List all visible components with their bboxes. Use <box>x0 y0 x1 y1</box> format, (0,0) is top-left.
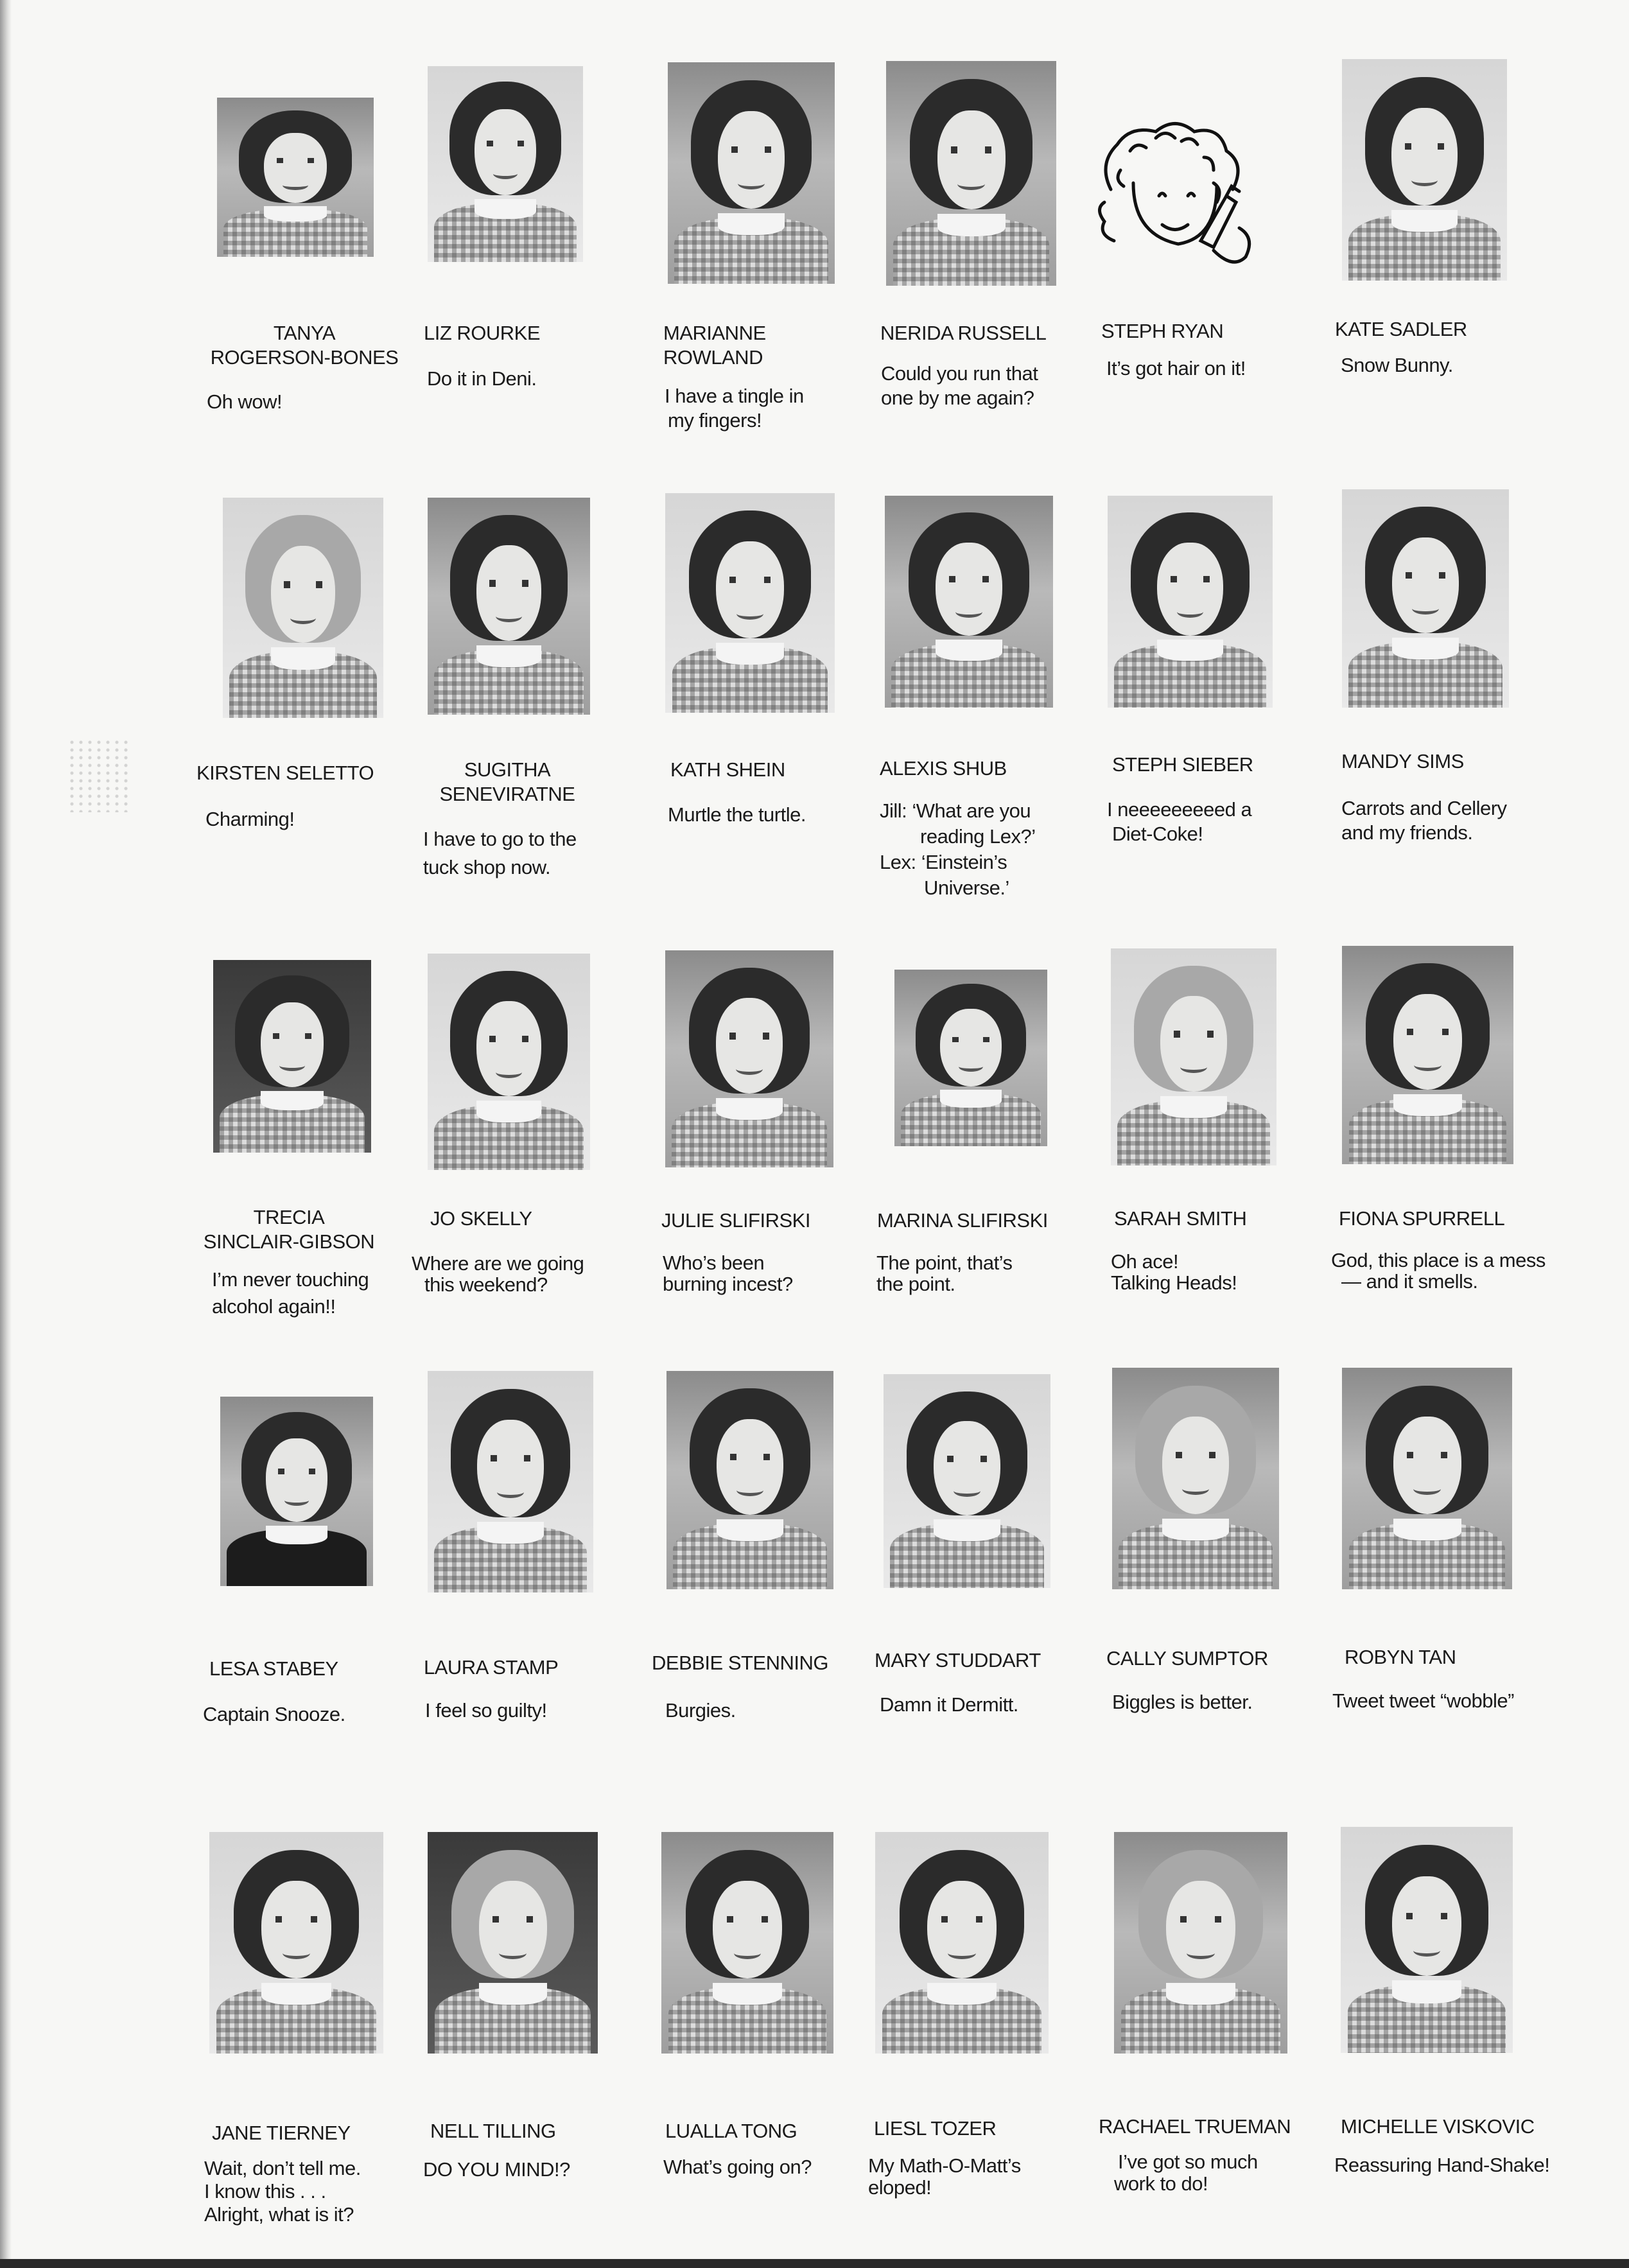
student-name: LIESL TOZER <box>874 2117 997 2140</box>
student-quote: It’s got hair on it! <box>1106 357 1246 379</box>
student-name: NERIDA RUSSELL <box>880 322 1047 344</box>
student-photo <box>894 970 1047 1146</box>
student-quote: Jill: ‘What are you reading Lex?’ Lex: ‘Einstein’s Universe.’ <box>880 799 1036 899</box>
student-name: LIZ ROURKE <box>424 322 541 344</box>
student-name: KATE SADLER <box>1335 318 1467 340</box>
student-quote: Do it in Deni. <box>427 367 537 390</box>
student-name: LAURA STAMP <box>424 1656 559 1679</box>
student-name: TANYA ROGERSON-BONES <box>210 322 399 369</box>
student-quote: Carrots and Cellery and my friends. <box>1341 797 1507 844</box>
student-quote: Murtle the turtle. <box>668 803 806 826</box>
student-photo <box>220 1397 373 1586</box>
student-quote: Oh wow! <box>207 390 283 413</box>
student-quote: I’m never touching alcohol again!! <box>212 1268 369 1318</box>
student-quote: God, this place is a mess — and it smells. <box>1331 1249 1546 1293</box>
student-photo <box>223 498 383 718</box>
student-quote: Snow Bunny. <box>1341 354 1453 376</box>
student-quote: Could you run that one by me again? <box>881 362 1038 409</box>
student-photo <box>217 98 374 257</box>
student-photo <box>665 950 833 1167</box>
page-bottom-edge <box>0 2259 1629 2268</box>
student-name: KIRSTEN SELETTO <box>196 762 374 784</box>
student-name: MARY STUDDART <box>875 1649 1041 1671</box>
student-quote: I have a tingle in my fingers! <box>665 385 804 432</box>
student-quote: Oh ace! Talking Heads! <box>1111 1250 1237 1294</box>
student-photo <box>668 62 835 284</box>
student-quote: I neeeeeeeeed a Diet-Coke! <box>1107 798 1252 845</box>
student-name: CALLY SUMPTOR <box>1106 1647 1268 1670</box>
cartoon-sketch-icon <box>1085 112 1278 286</box>
student-photo <box>1108 496 1273 708</box>
student-name: STEPH RYAN <box>1101 320 1224 342</box>
student-name: JO SKELLY <box>430 1207 532 1230</box>
student-quote: Reassuring Hand-Shake! <box>1334 2154 1550 2176</box>
student-photo <box>1114 1832 1287 2054</box>
student-photo <box>428 498 590 715</box>
print-speck <box>67 738 128 812</box>
student-quote: Who’s been burning incest? <box>663 1252 793 1295</box>
student-photo <box>665 493 835 713</box>
page-binding-edge <box>0 0 12 2268</box>
student-name: MARIANNE ROWLAND <box>663 322 766 369</box>
student-name: ROBYN TAN <box>1345 1646 1456 1668</box>
student-photo <box>1342 59 1507 281</box>
student-photo <box>1342 489 1509 708</box>
student-photo <box>884 1374 1050 1588</box>
student-photo <box>1111 948 1276 1165</box>
student-name: ALEXIS SHUB <box>880 757 1007 780</box>
student-name: NELL TILLING <box>430 2120 556 2142</box>
student-name: JANE TIERNEY <box>212 2122 351 2144</box>
student-quote: Burgies. <box>665 1699 736 1722</box>
student-photo <box>1341 1827 1513 2053</box>
student-name: TRECIA SINCLAIR-GIBSON <box>203 1206 375 1253</box>
student-quote: Wait, don’t tell me. I know this . . . Alright, what is it? <box>204 2157 361 2226</box>
student-photo <box>209 1832 383 2054</box>
student-quote: DO YOU MIND!? <box>423 2158 570 2181</box>
student-name: MICHELLE VISKOVIC <box>1341 2115 1535 2138</box>
student-name: MARINA SLIFIRSKI <box>877 1209 1048 1232</box>
student-photo <box>428 1832 598 2054</box>
student-quote: I have to go to the tuck shop now. <box>423 828 577 878</box>
student-quote: What’s going on? <box>663 2156 812 2178</box>
student-name: MANDY SIMS <box>1341 750 1464 772</box>
student-name: JULIE SLIFIRSKI <box>661 1209 810 1232</box>
student-name: SARAH SMITH <box>1114 1207 1247 1230</box>
student-photo <box>885 496 1053 708</box>
student-photo <box>1342 946 1513 1164</box>
student-quote: My Math-O-Matt’s eloped! <box>868 2154 1021 2199</box>
student-photo <box>213 960 371 1153</box>
student-quote: Damn it Dermitt. <box>880 1693 1018 1716</box>
student-photo <box>886 61 1056 286</box>
student-photo <box>428 1371 593 1592</box>
student-name: SUGITHA SENEVIRATNE <box>439 758 575 805</box>
student-name: FIONA SPURRELL <box>1339 1207 1505 1230</box>
student-quote: Captain Snooze. <box>203 1703 345 1725</box>
student-photo <box>666 1371 833 1589</box>
student-photo <box>661 1832 833 2054</box>
student-quote: I feel so guilty! <box>425 1699 547 1722</box>
student-photo <box>1342 1368 1512 1589</box>
student-photo <box>875 1832 1049 2054</box>
student-name: LESA STABEY <box>209 1657 338 1680</box>
student-name: KATH SHEIN <box>670 758 785 781</box>
student-photo <box>428 66 583 262</box>
student-quote: Charming! <box>205 808 295 830</box>
student-quote: Where are we going this weekend? <box>412 1252 584 1296</box>
student-quote: Tweet tweet “wobble” <box>1332 1689 1514 1712</box>
student-name: STEPH SIEBER <box>1112 753 1253 776</box>
student-photo <box>1112 1368 1279 1589</box>
student-name: LUALLA TONG <box>665 2120 797 2142</box>
student-name: RACHAEL TRUEMAN <box>1099 2115 1291 2138</box>
student-photo <box>428 954 590 1170</box>
student-name: DEBBIE STENNING <box>652 1652 828 1674</box>
student-quote: The point, that’s the point. <box>876 1252 1013 1295</box>
student-quote: Biggles is better. <box>1112 1691 1253 1713</box>
student-quote: I’ve got so much work to do! <box>1114 2150 1258 2195</box>
